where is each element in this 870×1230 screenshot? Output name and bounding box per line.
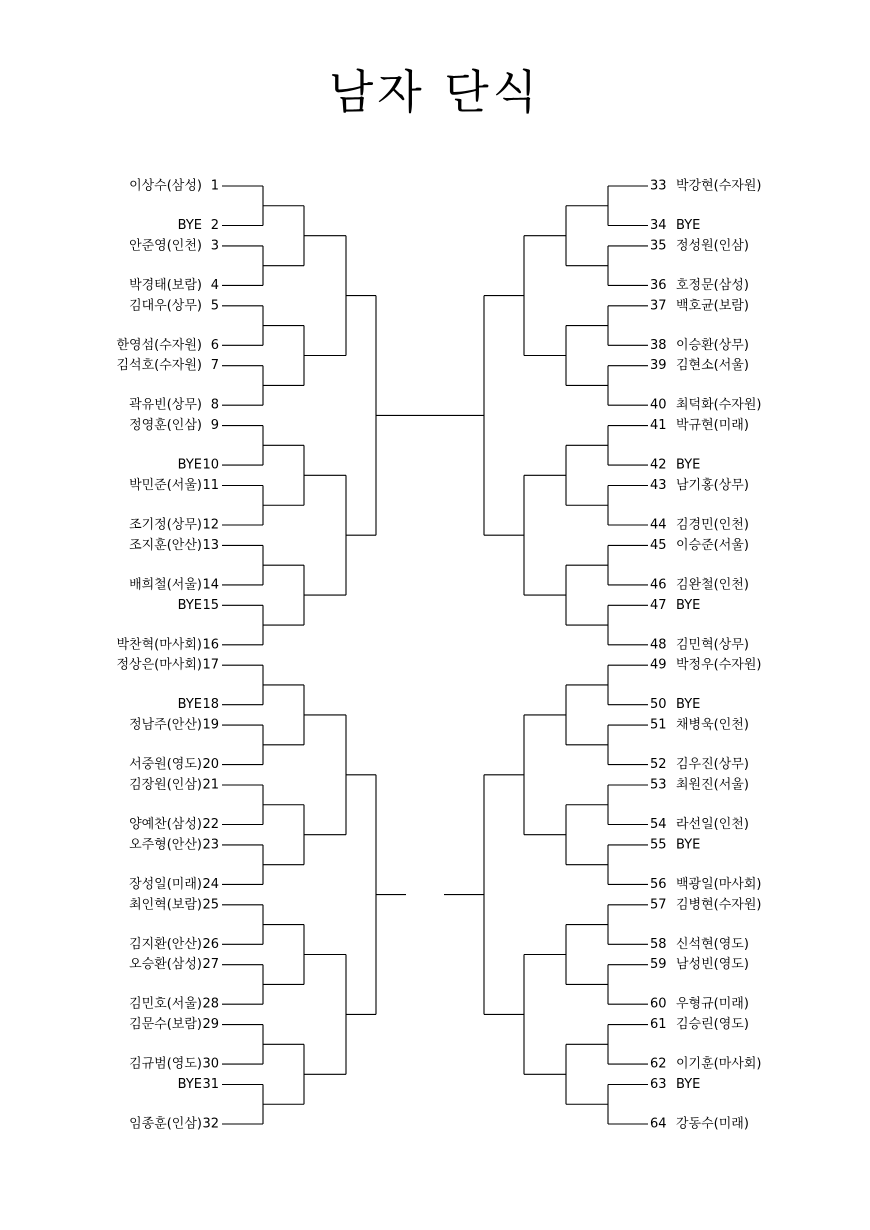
seed-number: 41 — [650, 418, 667, 434]
seed-number: 11 — [202, 478, 219, 493]
seed-number: 8 — [210, 397, 219, 413]
player-name: 한영섬(수자원) — [116, 337, 202, 353]
player-name: 우형규(미래) — [676, 996, 749, 1012]
player-name: 최인혁(보람) — [129, 897, 202, 913]
player-name: 김승린(영도) — [676, 1017, 749, 1033]
player-name: 신석현(영도) — [676, 936, 749, 952]
seed-number: 5 — [210, 298, 219, 314]
seed-number: 14 — [202, 577, 219, 593]
player-name: 정영훈(인삼) — [129, 418, 202, 434]
seed-number: 57 — [650, 897, 667, 913]
player-name: 정남주(안산) — [129, 717, 202, 733]
seed-number: 17 — [202, 657, 219, 673]
player-name: 호정문(삼성) — [676, 277, 749, 293]
player-name: 이상수(삼성) — [129, 178, 202, 194]
seed-number: 3 — [210, 238, 219, 254]
seed-number: 30 — [202, 1056, 219, 1072]
seed-number: 4 — [210, 277, 219, 293]
player-name: 김민호(서울) — [129, 996, 202, 1012]
player-name: 박찬혁(마사회) — [116, 637, 202, 653]
player-name: 백광일(마사회) — [676, 876, 762, 892]
seed-number: 33 — [650, 178, 667, 194]
seed-number: 10 — [202, 457, 219, 473]
seed-number: 26 — [202, 936, 219, 952]
seed-number: 7 — [210, 358, 219, 374]
seed-number: 35 — [650, 238, 667, 254]
player-name: BYE — [177, 218, 202, 233]
player-name: 이승환(상무) — [676, 337, 749, 353]
seed-number: 47 — [650, 597, 667, 613]
player-name: 임종훈(인삼) — [129, 1116, 202, 1132]
player-name: 이승준(서울) — [676, 537, 749, 553]
seed-number: 16 — [202, 637, 219, 653]
seed-number: 24 — [202, 876, 219, 892]
seed-number: 62 — [650, 1056, 667, 1072]
seed-number: 28 — [202, 996, 219, 1012]
seed-number: 25 — [202, 897, 219, 913]
seed-number: 36 — [650, 277, 667, 293]
player-name: BYE — [676, 697, 701, 713]
player-name: 박규현(미래) — [676, 418, 749, 434]
seed-number: 27 — [202, 957, 219, 973]
page-title: 남자 단식 — [328, 65, 542, 119]
player-name: 강동수(미래) — [676, 1116, 749, 1132]
seed-number: 38 — [650, 337, 667, 353]
seed-number: 22 — [202, 817, 219, 832]
player-name: 김병현(수자원) — [676, 897, 762, 913]
player-name: 채병욱(인천) — [676, 717, 749, 733]
player-name: 박강현(수자원) — [676, 178, 762, 194]
player-name: 조지훈(안산) — [129, 537, 202, 553]
player-name: 김장원(인삼) — [129, 777, 202, 793]
player-name: 박경태(보람) — [129, 277, 202, 293]
seed-number: 61 — [650, 1017, 667, 1033]
seed-number: 12 — [202, 517, 219, 533]
player-name: BYE — [676, 1077, 701, 1092]
seed-number: 39 — [650, 358, 667, 374]
seed-number: 44 — [650, 517, 667, 533]
seed-number: 32 — [202, 1116, 219, 1132]
player-name: 김현소(서울) — [676, 358, 749, 374]
seed-number: 34 — [650, 218, 667, 233]
player-name: 김문수(보람) — [129, 1017, 202, 1033]
player-name: 김경민(인천) — [676, 517, 749, 533]
seed-number: 2 — [210, 218, 219, 233]
player-name: 조기정(상무) — [129, 517, 202, 533]
player-name: 서중원(영도) — [129, 757, 202, 773]
seed-number: 21 — [202, 777, 219, 793]
player-name: BYE — [177, 1077, 202, 1092]
player-name: 정성원(인삼) — [676, 238, 749, 254]
player-name: 박정우(수자원) — [676, 657, 762, 673]
player-name: 김대우(상무) — [129, 298, 202, 314]
seed-number: 52 — [650, 757, 667, 773]
seed-number: 58 — [650, 936, 667, 952]
player-name: 곽유빈(상무) — [129, 397, 202, 413]
seed-number: 42 — [650, 457, 667, 473]
seed-number: 43 — [650, 478, 667, 493]
seed-number: 54 — [650, 817, 667, 832]
player-name: BYE — [676, 218, 701, 233]
player-name: 백호균(보람) — [676, 298, 749, 314]
player-name: BYE — [177, 597, 202, 613]
player-name: 김우진(상무) — [676, 757, 749, 773]
seed-number: 49 — [650, 657, 667, 673]
seed-number: 18 — [202, 697, 219, 713]
seed-number: 55 — [650, 837, 667, 853]
player-name: 오승환(삼성) — [129, 957, 202, 973]
player-name: BYE — [177, 457, 202, 473]
player-name: 최원진(서울) — [676, 777, 749, 793]
seed-number: 15 — [202, 597, 219, 613]
player-name: BYE — [177, 697, 202, 713]
player-name: BYE — [676, 597, 701, 613]
seed-number: 53 — [650, 777, 667, 793]
player-name: 오주형(안산) — [129, 837, 202, 853]
player-name: 이기훈(마사회) — [676, 1056, 762, 1072]
player-name: 라선일(인천) — [676, 817, 749, 832]
player-name: 배희철(서울) — [129, 577, 202, 593]
seed-number: 19 — [202, 717, 219, 733]
seed-number: 63 — [650, 1077, 667, 1092]
seed-number: 59 — [650, 957, 667, 973]
player-name: BYE — [676, 457, 701, 473]
player-name: BYE — [676, 837, 701, 853]
seed-number: 56 — [650, 876, 667, 892]
player-name: 김석호(수자원) — [116, 358, 202, 374]
player-name: 양예찬(삼성) — [129, 817, 202, 832]
seed-number: 51 — [650, 717, 667, 733]
seed-number: 31 — [202, 1077, 219, 1092]
seed-number: 13 — [202, 537, 219, 553]
seed-number: 45 — [650, 537, 667, 553]
seed-number: 46 — [650, 577, 667, 593]
seed-number: 1 — [210, 178, 219, 194]
player-name: 남성빈(영도) — [676, 957, 749, 973]
seed-number: 48 — [650, 637, 667, 653]
seed-number: 50 — [650, 697, 667, 713]
player-name: 김완철(인천) — [676, 577, 749, 593]
seed-number: 64 — [650, 1116, 667, 1132]
seed-number: 60 — [650, 996, 667, 1012]
player-name: 김규범(영도) — [129, 1056, 202, 1072]
seed-number: 6 — [210, 337, 219, 353]
seed-number: 9 — [210, 418, 219, 434]
seed-number: 37 — [650, 298, 667, 314]
seed-number: 20 — [202, 757, 219, 773]
seed-number: 29 — [202, 1017, 219, 1033]
player-name: 남기홍(상무) — [676, 478, 749, 493]
player-name: 장성일(미래) — [129, 876, 202, 892]
player-name: 김민혁(상무) — [676, 637, 749, 653]
seed-number: 23 — [202, 837, 219, 853]
player-name: 박민준(서울) — [129, 478, 202, 493]
seed-number: 40 — [650, 397, 667, 413]
player-name: 김지환(안산) — [129, 936, 202, 952]
player-name: 정상은(마사회) — [116, 657, 202, 673]
player-name: 최덕화(수자원) — [676, 397, 762, 413]
player-name: 안준영(인천) — [129, 238, 202, 254]
